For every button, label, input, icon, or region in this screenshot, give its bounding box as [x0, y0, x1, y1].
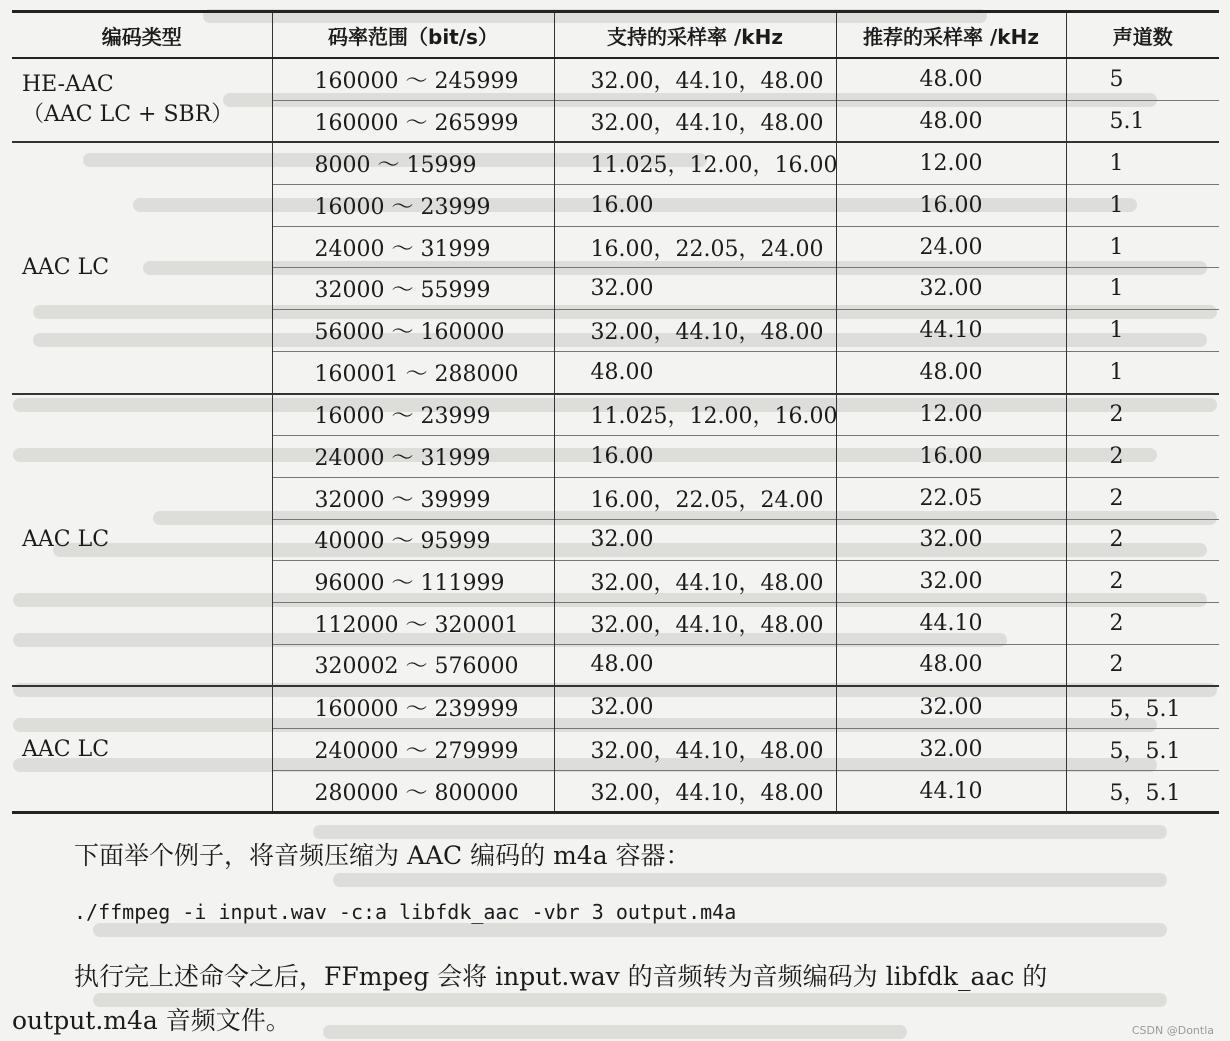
- channels-cell: 2: [1066, 644, 1219, 686]
- recommended-rate-cell: 48.00: [836, 351, 1066, 393]
- bitrate-range-cell: 320002 ～ 576000: [272, 644, 554, 686]
- bitrate-range-cell: 24000 ～ 31999: [272, 226, 554, 268]
- result-paragraph-line1: 执行完上述命令之后，FFmpeg 会将 input.wav 的音频转为音频编码为 libfdk_aac 的: [74, 962, 1048, 991]
- recommended-rate-cell: 32.00: [836, 729, 1066, 771]
- header-bitrate-range: 码率范围（bit/s）: [272, 12, 554, 59]
- header-recommended-rate: 推荐的采样率 /kHz: [836, 12, 1066, 59]
- recommended-rate-cell: 44.10: [836, 770, 1066, 813]
- header-supported-rate: 支持的采样率 /kHz: [554, 12, 836, 59]
- channels-cell: 5: [1066, 58, 1219, 100]
- result-paragraph-line2: output.m4a 音频文件。: [12, 1006, 291, 1035]
- recommended-rate-cell: 24.00: [836, 226, 1066, 268]
- channels-cell: 5，5.1: [1066, 770, 1219, 813]
- recommended-rate-cell: 48.00: [836, 58, 1066, 100]
- table-body: [12, 58, 1219, 813]
- recommended-rate-cell: 12.00: [836, 142, 1066, 184]
- recommended-rate-cell: 32.00: [836, 519, 1066, 561]
- supported-rate-cell: 48.00: [554, 644, 836, 686]
- bitrate-range-cell: 112000 ～ 320001: [272, 602, 554, 644]
- channels-cell: 2: [1066, 602, 1219, 644]
- supported-rate-cell: 16.00，22.05，24.00: [554, 477, 836, 519]
- codec-type-label: AAC LC: [22, 527, 110, 553]
- codec-type-label: HE-AAC: [22, 72, 114, 98]
- supported-rate-cell: 32.00: [554, 519, 836, 561]
- supported-rate-cell: 48.00: [554, 351, 836, 393]
- recommended-rate-cell: 48.00: [836, 100, 1066, 142]
- bitrate-range-cell: 32000 ～ 39999: [272, 477, 554, 519]
- channels-cell: 2: [1066, 519, 1219, 561]
- codec-type-label: （AAC LC + SBR）: [22, 102, 234, 128]
- table-row: [12, 686, 1219, 728]
- recommended-rate-cell: 44.10: [836, 310, 1066, 352]
- channels-cell: 1: [1066, 268, 1219, 310]
- recommended-rate-cell: 44.10: [836, 602, 1066, 644]
- bitrate-range-cell: 32000 ～ 55999: [272, 268, 554, 310]
- bitrate-range-cell: 96000 ～ 111999: [272, 561, 554, 603]
- channels-cell: 1: [1066, 226, 1219, 268]
- bitrate-range-cell: 160000 ～ 239999: [272, 686, 554, 728]
- supported-rate-cell: 32.00，44.10，48.00: [554, 561, 836, 603]
- recommended-rate-cell: 16.00: [836, 185, 1066, 227]
- recommended-rate-cell: 32.00: [836, 561, 1066, 603]
- source-watermark: CSDN @Dontla: [1131, 1024, 1214, 1037]
- supported-rate-cell: 32.00，44.10，48.00: [554, 100, 836, 142]
- table-row: [12, 58, 1219, 100]
- bitrate-range-cell: 16000 ～ 23999: [272, 185, 554, 227]
- supported-rate-cell: 32.00，44.10，48.00: [554, 310, 836, 352]
- channels-cell: 2: [1066, 394, 1219, 436]
- recommended-rate-cell: 32.00: [836, 686, 1066, 728]
- bitrate-range-cell: 56000 ～ 160000: [272, 310, 554, 352]
- intro-paragraph: 下面举个例子，将音频压缩为 AAC 编码的 m4a 容器：: [74, 841, 691, 870]
- codec-type-cell: [12, 142, 272, 393]
- bitrate-range-cell: 160001 ～ 288000: [272, 351, 554, 393]
- codec-type-cell: [12, 394, 272, 687]
- channels-cell: 5.1: [1066, 100, 1219, 142]
- bitrate-range-cell: 160000 ～ 245999: [272, 58, 554, 100]
- supported-rate-cell: 32.00，44.10，48.00: [554, 729, 836, 771]
- codec-type-cell: [12, 686, 272, 813]
- supported-rate-cell: 32.00，44.10，48.00: [554, 58, 836, 100]
- channels-cell: 2: [1066, 477, 1219, 519]
- recommended-rate-cell: 32.00: [836, 268, 1066, 310]
- channels-cell: 5，5.1: [1066, 729, 1219, 771]
- bitrate-range-cell: 240000 ～ 279999: [272, 729, 554, 771]
- recommended-rate-cell: 16.00: [836, 436, 1066, 478]
- bitrate-range-cell: 16000 ～ 23999: [272, 394, 554, 436]
- channels-cell: 5，5.1: [1066, 686, 1219, 728]
- supported-rate-cell: 11.025，12.00，16.00: [554, 142, 836, 184]
- supported-rate-cell: 16.00，22.05，24.00: [554, 226, 836, 268]
- recommended-rate-cell: 12.00: [836, 394, 1066, 436]
- header-codec-type: 编码类型: [101, 24, 182, 49]
- channels-cell: 1: [1066, 185, 1219, 227]
- table-row: [12, 142, 1219, 184]
- table-row: [12, 394, 1219, 436]
- ffmpeg-command: ./ffmpeg -i input.wav -c:a libfdk_aac -vbr 3 output.m4a: [74, 900, 737, 924]
- bitrate-range-cell: 40000 ～ 95999: [272, 519, 554, 561]
- aac-bitrate-table: [12, 10, 1219, 814]
- supported-rate-cell: 16.00: [554, 185, 836, 227]
- channels-cell: 1: [1066, 351, 1219, 393]
- channels-cell: 2: [1066, 561, 1219, 603]
- supported-rate-cell: 32.00，44.10，48.00: [554, 602, 836, 644]
- header-channels: 声道数: [1066, 12, 1219, 59]
- bitrate-range-cell: 24000 ～ 31999: [272, 436, 554, 478]
- table-header-row: [12, 12, 1219, 59]
- channels-cell: 2: [1066, 436, 1219, 478]
- channels-cell: 1: [1066, 142, 1219, 184]
- supported-rate-cell: 32.00，44.10，48.00: [554, 770, 836, 813]
- recommended-rate-cell: 48.00: [836, 644, 1066, 686]
- supported-rate-cell: 32.00: [554, 686, 836, 728]
- codec-type-label: AAC LC: [22, 255, 110, 281]
- recommended-rate-cell: 22.05: [836, 477, 1066, 519]
- supported-rate-cell: 32.00: [554, 268, 836, 310]
- codec-type-label: AAC LC: [22, 736, 110, 762]
- codec-type-cell: [12, 58, 272, 142]
- channels-cell: 1: [1066, 310, 1219, 352]
- bitrate-range-cell: 280000 ～ 800000: [272, 770, 554, 813]
- bitrate-range-cell: 8000 ～ 15999: [272, 142, 554, 184]
- bitrate-range-cell: 160000 ～ 265999: [272, 100, 554, 142]
- supported-rate-cell: 16.00: [554, 436, 836, 478]
- supported-rate-cell: 11.025，12.00，16.00: [554, 394, 836, 436]
